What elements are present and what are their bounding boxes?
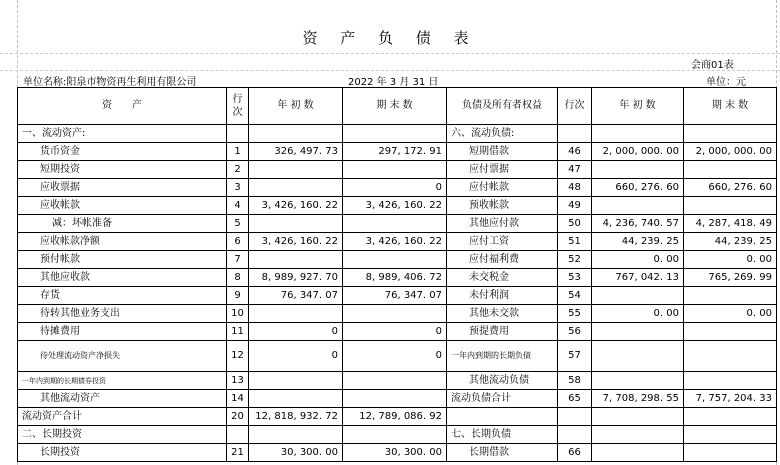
- balance-sheet-table: [17, 87, 777, 462]
- liability-name[interactable]: 其他应付款: [447, 215, 558, 233]
- table-row: [18, 125, 777, 143]
- asset-line-no[interactable]: 4: [227, 197, 249, 215]
- asset-end-value[interactable]: [343, 426, 447, 444]
- liability-name[interactable]: 预提费用: [447, 323, 558, 341]
- asset-name[interactable]: 预付帐款: [18, 251, 227, 269]
- liability-end-value[interactable]: [684, 323, 777, 341]
- asset-name[interactable]: 货币资金: [18, 143, 227, 161]
- asset-line-no[interactable]: 8: [227, 269, 249, 287]
- asset-end-value[interactable]: [343, 215, 447, 233]
- liability-line-no[interactable]: 54: [558, 287, 592, 305]
- table-row: [18, 161, 777, 179]
- liability-end-value[interactable]: [684, 341, 777, 372]
- liability-end-value[interactable]: [684, 426, 777, 444]
- liability-begin-value[interactable]: 767, 042. 13: [592, 269, 684, 287]
- asset-begin-value[interactable]: [249, 251, 343, 269]
- asset-name[interactable]: 一、流动资产:: [18, 125, 227, 143]
- liability-name[interactable]: [447, 408, 558, 426]
- asset-end-value[interactable]: [343, 161, 447, 179]
- liability-begin-value[interactable]: [592, 372, 684, 390]
- header-liab: 负债及所有者权益: [447, 88, 558, 125]
- asset-line-no[interactable]: 2: [227, 161, 249, 179]
- table-row: [18, 305, 777, 323]
- asset-name[interactable]: 二、长期投资: [18, 426, 227, 444]
- liability-end-value[interactable]: [684, 161, 777, 179]
- asset-line-no[interactable]: 13: [227, 372, 249, 390]
- liability-name[interactable]: 短期借款: [447, 143, 558, 161]
- form-number: 会商01表: [691, 60, 734, 71]
- grid-line: [0, 70, 780, 71]
- asset-end-value[interactable]: [343, 372, 447, 390]
- asset-end-value[interactable]: [343, 125, 447, 143]
- asset-name[interactable]: 应收票据: [18, 179, 227, 197]
- liability-line-no[interactable]: 57: [558, 341, 592, 372]
- liability-end-value[interactable]: [684, 197, 777, 215]
- asset-begin-value[interactable]: 3, 426, 160. 22: [249, 197, 343, 215]
- table-row: [18, 197, 777, 215]
- liability-begin-value[interactable]: 2, 000, 000. 00: [592, 143, 684, 161]
- liability-begin-value[interactable]: [592, 444, 684, 462]
- liability-line-no[interactable]: [558, 125, 592, 143]
- asset-line-no[interactable]: 7: [227, 251, 249, 269]
- table-row: [18, 390, 777, 408]
- header-asset: 资 产: [18, 88, 227, 125]
- liability-name[interactable]: 七、长期负债: [447, 426, 558, 444]
- liability-line-no[interactable]: [558, 408, 592, 426]
- asset-name[interactable]: 其他流动资产: [18, 390, 227, 408]
- asset-line-no[interactable]: 11: [227, 323, 249, 341]
- asset-end-value[interactable]: [343, 251, 447, 269]
- asset-begin-value[interactable]: [249, 161, 343, 179]
- liability-end-value[interactable]: 44, 239. 25: [684, 233, 777, 251]
- table-row: [18, 323, 777, 341]
- asset-end-value[interactable]: 8, 989, 406. 72: [343, 269, 447, 287]
- header-begin-2: 年 初 数: [592, 88, 684, 125]
- asset-begin-value[interactable]: 0: [249, 323, 343, 341]
- liability-begin-value[interactable]: [592, 341, 684, 372]
- asset-line-no[interactable]: 5: [227, 215, 249, 233]
- table-row: [18, 233, 777, 251]
- asset-line-no[interactable]: [227, 426, 249, 444]
- liability-begin-value[interactable]: [592, 426, 684, 444]
- header-line-no: 行 次: [227, 88, 249, 125]
- asset-begin-value[interactable]: [249, 372, 343, 390]
- liability-name[interactable]: 一年内到期的长期负债: [447, 341, 558, 372]
- liability-begin-value[interactable]: [592, 323, 684, 341]
- asset-name[interactable]: 应收帐款净额: [18, 233, 227, 251]
- liability-end-value[interactable]: 7, 757, 204. 33: [684, 390, 777, 408]
- asset-begin-value[interactable]: 0: [249, 341, 343, 372]
- asset-end-value[interactable]: [343, 305, 447, 323]
- liability-line-no[interactable]: 51: [558, 233, 592, 251]
- liability-line-no[interactable]: 58: [558, 372, 592, 390]
- asset-line-no[interactable]: 20: [227, 408, 249, 426]
- grid-line: [0, 53, 780, 54]
- asset-end-value[interactable]: [343, 390, 447, 408]
- asset-name[interactable]: 待处理流动资产净损失: [18, 341, 227, 372]
- company-name: 单位名称:阳泉市物资再生利用有限公司: [23, 77, 197, 88]
- asset-line-no[interactable]: 3: [227, 179, 249, 197]
- table-row: [18, 287, 777, 305]
- header-end: 期 末 数: [343, 88, 447, 125]
- table-row: [18, 426, 777, 444]
- asset-end-value[interactable]: 297, 172. 91: [343, 143, 447, 161]
- table-row: [18, 269, 777, 287]
- report-title: 资 产 负 债 表: [302, 29, 478, 47]
- liability-name[interactable]: 其他流动负债: [447, 372, 558, 390]
- header-line-no-2: 行次: [558, 88, 592, 125]
- asset-line-no[interactable]: 12: [227, 341, 249, 372]
- asset-name[interactable]: 一年内到期的长期债券投资: [18, 372, 227, 390]
- asset-end-value[interactable]: 76, 347. 07: [343, 287, 447, 305]
- liability-line-no[interactable]: 52: [558, 251, 592, 269]
- table-row: [18, 251, 777, 269]
- asset-end-value[interactable]: 0: [343, 179, 447, 197]
- table-row: [18, 215, 777, 233]
- liability-begin-value[interactable]: [592, 408, 684, 426]
- liability-line-no[interactable]: 53: [558, 269, 592, 287]
- asset-end-value[interactable]: 30, 300. 00: [343, 444, 447, 462]
- liability-end-value[interactable]: [684, 287, 777, 305]
- liability-end-value[interactable]: 765, 269. 99: [684, 269, 777, 287]
- asset-begin-value[interactable]: [249, 179, 343, 197]
- liability-name[interactable]: 其他未交款: [447, 305, 558, 323]
- liability-name[interactable]: 流动负债合计: [447, 390, 558, 408]
- liability-begin-value[interactable]: 0. 00: [592, 305, 684, 323]
- liability-line-no[interactable]: 46: [558, 143, 592, 161]
- liability-line-no[interactable]: 55: [558, 305, 592, 323]
- liability-name[interactable]: 应付工资: [447, 233, 558, 251]
- asset-begin-value[interactable]: [249, 426, 343, 444]
- asset-line-no[interactable]: 9: [227, 287, 249, 305]
- asset-name[interactable]: 流动资产合计: [18, 408, 227, 426]
- liability-begin-value[interactable]: [592, 197, 684, 215]
- liability-end-value[interactable]: [684, 125, 777, 143]
- table-header-row: [18, 88, 777, 125]
- liability-line-no[interactable]: 48: [558, 179, 592, 197]
- liability-end-value[interactable]: [684, 372, 777, 390]
- liability-name[interactable]: 长期借款: [447, 444, 558, 462]
- table-row: [18, 143, 777, 161]
- liability-name[interactable]: 预收帐款: [447, 197, 558, 215]
- asset-line-no[interactable]: 6: [227, 233, 249, 251]
- table-row: [18, 444, 777, 462]
- liability-begin-value[interactable]: 660, 276. 60: [592, 179, 684, 197]
- asset-end-value[interactable]: 3, 426, 160. 22: [343, 233, 447, 251]
- liability-line-no[interactable]: 65: [558, 390, 592, 408]
- liability-line-no[interactable]: 47: [558, 161, 592, 179]
- liability-end-value[interactable]: 0. 00: [684, 305, 777, 323]
- asset-name[interactable]: 存货: [18, 287, 227, 305]
- liability-line-no[interactable]: 56: [558, 323, 592, 341]
- asset-name[interactable]: 应收帐款: [18, 197, 227, 215]
- asset-end-value[interactable]: 12, 789, 086. 92: [343, 408, 447, 426]
- report-date: 2022 年 3 月 31 日: [348, 77, 439, 88]
- liability-end-value[interactable]: [684, 408, 777, 426]
- liability-name[interactable]: 应付票据: [447, 161, 558, 179]
- asset-name[interactable]: 减：坏帐准备: [18, 215, 227, 233]
- asset-name[interactable]: 长期投资: [18, 444, 227, 462]
- asset-begin-value[interactable]: 8, 989, 927. 70: [249, 269, 343, 287]
- liability-line-no[interactable]: 50: [558, 215, 592, 233]
- asset-begin-value[interactable]: 326, 497. 73: [249, 143, 343, 161]
- liability-name[interactable]: 六、流动负债:: [447, 125, 558, 143]
- asset-name[interactable]: 短期投资: [18, 161, 227, 179]
- liability-line-no[interactable]: [558, 426, 592, 444]
- currency-unit: 单位：元: [706, 77, 746, 88]
- liability-line-no[interactable]: 66: [558, 444, 592, 462]
- asset-begin-value[interactable]: 12, 818, 932. 72: [249, 408, 343, 426]
- asset-line-no[interactable]: 1: [227, 143, 249, 161]
- asset-line-no[interactable]: [227, 125, 249, 143]
- table-row: [18, 408, 777, 426]
- liability-line-no[interactable]: 49: [558, 197, 592, 215]
- asset-line-no[interactable]: 21: [227, 444, 249, 462]
- asset-end-value[interactable]: 0: [343, 323, 447, 341]
- table-row: [18, 179, 777, 197]
- liability-end-value[interactable]: 0. 00: [684, 251, 777, 269]
- asset-begin-value[interactable]: 30, 300. 00: [249, 444, 343, 462]
- asset-begin-value[interactable]: [249, 125, 343, 143]
- header-end-2: 期 末 数: [684, 88, 777, 125]
- asset-name[interactable]: 待转其他业务支出: [18, 305, 227, 323]
- liability-end-value[interactable]: 660, 276. 60: [684, 179, 777, 197]
- liability-name[interactable]: 应付帐款: [447, 179, 558, 197]
- liability-begin-value[interactable]: 0. 00: [592, 251, 684, 269]
- asset-begin-value[interactable]: [249, 305, 343, 323]
- asset-begin-value[interactable]: 76, 347. 07: [249, 287, 343, 305]
- asset-line-no[interactable]: 10: [227, 305, 249, 323]
- liability-begin-value[interactable]: [592, 161, 684, 179]
- liability-end-value[interactable]: 2, 000, 000. 00: [684, 143, 777, 161]
- asset-name[interactable]: 其他应收款: [18, 269, 227, 287]
- report-meta-row: [17, 72, 777, 87]
- table-row: [18, 372, 777, 390]
- liability-begin-value[interactable]: 7, 708, 298. 55: [592, 390, 684, 408]
- liability-name[interactable]: 未付利润: [447, 287, 558, 305]
- asset-begin-value[interactable]: 3, 426, 160. 22: [249, 233, 343, 251]
- asset-begin-value[interactable]: [249, 390, 343, 408]
- asset-end-value[interactable]: 0: [343, 341, 447, 372]
- liability-begin-value[interactable]: [592, 287, 684, 305]
- asset-line-no[interactable]: 14: [227, 390, 249, 408]
- header-begin: 年 初 数: [249, 88, 343, 125]
- liability-end-value[interactable]: 4, 287, 418. 49: [684, 215, 777, 233]
- table-row: [18, 341, 777, 372]
- liability-end-value[interactable]: [684, 444, 777, 462]
- asset-name[interactable]: 待摊费用: [18, 323, 227, 341]
- asset-begin-value[interactable]: [249, 215, 343, 233]
- liability-name[interactable]: 未交税金: [447, 269, 558, 287]
- liability-begin-value[interactable]: 4, 236, 740. 57: [592, 215, 684, 233]
- liability-begin-value[interactable]: [592, 125, 684, 143]
- asset-end-value[interactable]: 3, 426, 160. 22: [343, 197, 447, 215]
- liability-begin-value[interactable]: 44, 239. 25: [592, 233, 684, 251]
- liability-name[interactable]: 应付福利费: [447, 251, 558, 269]
